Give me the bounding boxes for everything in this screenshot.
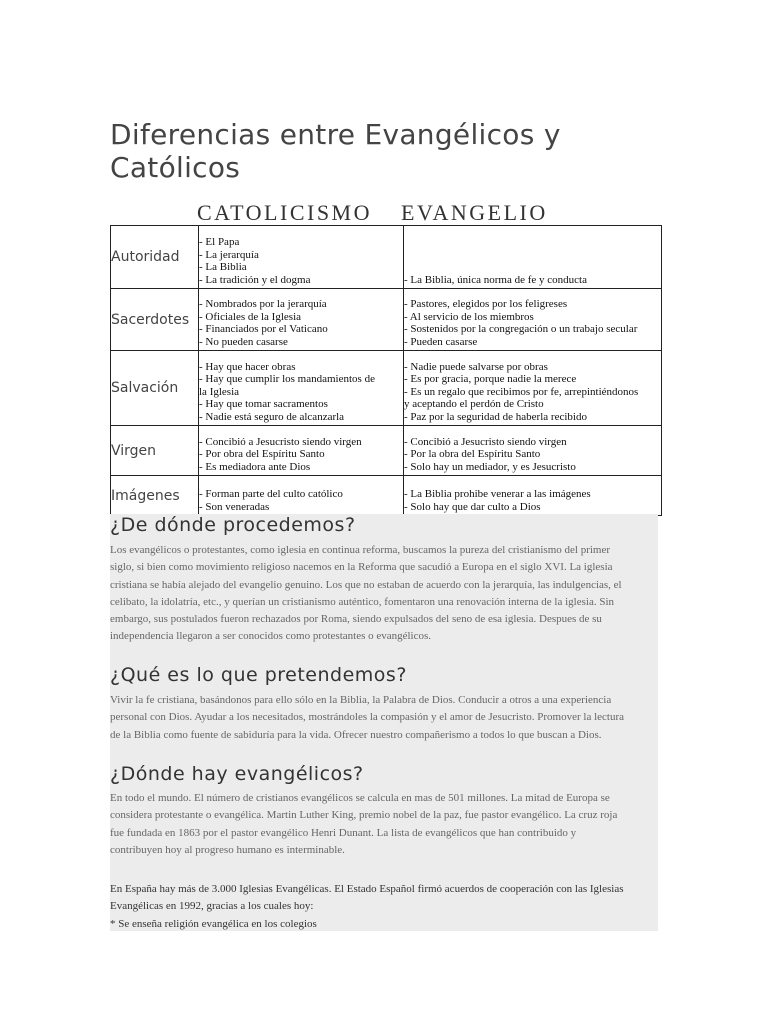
cell-line: - Al servicio de los miembros: [404, 310, 534, 323]
cell-line: - Financiados por el Vaticano: [199, 323, 328, 335]
cell-line: - La tradición y el dogma: [199, 273, 311, 286]
evangelical-cell: [404, 289, 662, 351]
catholic-cell: [199, 289, 404, 351]
table-row: [111, 289, 662, 351]
cell-line: - Pastores, elegidos por los feligreses: [404, 298, 568, 310]
section-paragraph-where: [110, 790, 658, 859]
catholic-cell: [199, 226, 404, 289]
section-title-origin: ¿De dónde procedemos?: [110, 514, 356, 536]
cell-line: la Iglesia: [199, 385, 240, 398]
cell-line: - Son veneradas: [199, 500, 270, 513]
evangelical-cell: [404, 351, 662, 426]
paragraph-line: considera protestante o evangélica. Martin Luther King, premio nobel de la paz, fue pastor evangélico. La cruz roja: [110, 809, 618, 822]
paragraph-line: cristiana se había alejado del evangelio genuino. Los que no estaban de acuerdo con la jerarquía, las indulgencias, el: [110, 578, 622, 591]
row-label: Sacerdotes: [111, 289, 199, 351]
cell-line: - Solo hay un mediador, y es Jesucristo: [404, 460, 576, 473]
cell-line: - Hay que hacer obras: [199, 360, 296, 373]
section-paragraph-origin: [110, 542, 658, 646]
cell-line: - Hay que cumplir los mandamientos de: [199, 373, 375, 385]
section-title-goals: ¿Qué es lo que pretendemos?: [110, 664, 407, 686]
paragraph-line: Los evangélicos o protestantes, como iglesia en continua reforma, buscamos la pureza del cristianismo del primer: [110, 544, 611, 556]
column-header-evangelio: EVANGELIO: [401, 200, 548, 225]
cell-line: - Por obra del Espíritu Santo: [199, 448, 325, 460]
column-header-catolicismo: CATOLICISMO: [197, 200, 373, 225]
table-row: [111, 226, 662, 289]
paragraph-line: siglo, si bien como movimiento religioso nacemos en la Reforma que sacudió a Europa en el siglo XVI. La iglesia: [110, 561, 613, 574]
paragraph-line: * Se enseña religión evangélica en los colegios: [110, 917, 317, 930]
paragraph-line: En España hay más de 3.000 Iglesias Evangélicas. El Estado Español firmó acuerdos de cooperación con las Iglesias: [110, 883, 624, 895]
row-label: Autoridad: [111, 226, 199, 289]
paragraph-line: embargo, sus postulados fueron rechazados por Roma, siendo expulsados del seno de esa iglesia. Despues de su: [110, 613, 602, 626]
paragraph-line: En todo el mundo. El número de cristianos evangélicos se calcula en mas de 501 millones. La mitad de Europa se: [110, 792, 610, 804]
cell-line: - Oficiales de la Iglesia: [199, 310, 302, 323]
cell-line: - La Biblia, única norma de fe y conducta: [404, 273, 587, 286]
table-row: [111, 351, 662, 426]
evangelical-cell: [404, 226, 662, 289]
paragraph-line: Evangélicas en 1992, gracias a los cuales hoy:: [110, 900, 314, 913]
table-row: [111, 476, 662, 516]
section-paragraph-spain: [110, 881, 658, 933]
cell-line: - La Biblia prohibe venerar a las imágenes: [404, 488, 591, 500]
paragraph-line: independencia llegaron a ser conocidos como protestantes o evangélicos.: [110, 630, 432, 643]
row-label: Imágenes: [111, 476, 199, 516]
evangelical-cell: [404, 476, 662, 516]
cell-line: - Sostenidos por la congregación o un trabajo secular: [404, 323, 638, 335]
paragraph-line: contribuyen hoy al progreso humano es interminable.: [110, 843, 345, 856]
catholic-cell: [199, 426, 404, 476]
paragraph-line: de la Biblia como fuente de sabiduría para la vida. Ofrecer nuestro compañerismo a todos lo que buscan a Dios.: [110, 728, 602, 741]
cell-line: - Es un regalo que recibimos por fe, arrepintiéndonos: [404, 385, 639, 398]
cell-line: - Es mediadora ante Dios: [199, 460, 311, 473]
page-title: Diferencias entre Evangélicos y Católicos: [110, 118, 561, 184]
paragraph-line: fue fundada en 1863 por el pastor evangélico Henri Dunant. La lista de evangélicos que han contribuido y: [110, 826, 577, 839]
paragraph-line: celibato, la idolatría, etc., y querían un cristianismo auténtico, fomentaron una renovación interna de la iglesia. Sin: [110, 595, 614, 608]
cell-line: y aceptando el perdón de Cristo: [404, 398, 544, 410]
paragraph-line: Vivir la fe cristiana, basándonos para ello sólo en la Biblia, la Palabra de Dios. Conducir a otros a una experiencia: [110, 694, 612, 706]
row-label: Virgen: [111, 426, 199, 476]
comparison-table: [110, 225, 662, 516]
table-row: [111, 426, 662, 476]
cell-line: - Concibió a Jesucristo siendo virgen: [404, 435, 567, 448]
comparison-table-body: [111, 226, 662, 516]
paragraph-line: personal con Dios. Ayudar a los necesitados, mostrándoles la compasión y el amor de Jesucristo. Promover la lectura: [110, 711, 625, 724]
cell-line: - Es por gracia, porque nadie la merece: [404, 373, 577, 385]
cell-line: - Nombrados por la jerarquía: [199, 298, 327, 310]
cell-line: - Hay que tomar sacramentos: [199, 398, 328, 410]
cell-line: - Nadie puede salvarse por obras: [404, 360, 548, 373]
evangelical-cell: [404, 426, 662, 476]
section-paragraph-goals: [110, 692, 658, 744]
catholic-cell: [199, 476, 404, 516]
cell-line: - Paz por la seguridad de haberla recibido: [404, 410, 587, 423]
cell-line: - El Papa: [199, 236, 240, 248]
cell-line: - La Biblia: [199, 261, 247, 273]
catholic-cell: [199, 351, 404, 426]
cell-line: - Por la obra del Espíritu Santo: [404, 448, 541, 460]
cell-line: - Nadie está seguro de alcanzarla: [199, 410, 345, 423]
section-title-where: ¿Dónde hay evangélicos?: [110, 763, 364, 785]
cell-line: - Pueden casarse: [404, 335, 478, 348]
row-label: Salvación: [111, 351, 199, 426]
cell-line: - Concibió a Jesucristo siendo virgen: [199, 435, 362, 448]
cell-line: - Solo hay que dar culto a Dios: [404, 500, 541, 513]
cell-line: - No pueden casarse: [199, 335, 288, 348]
cell-line: - Forman parte del culto católico: [199, 488, 343, 500]
cell-line: - La jerarquía: [199, 248, 259, 261]
